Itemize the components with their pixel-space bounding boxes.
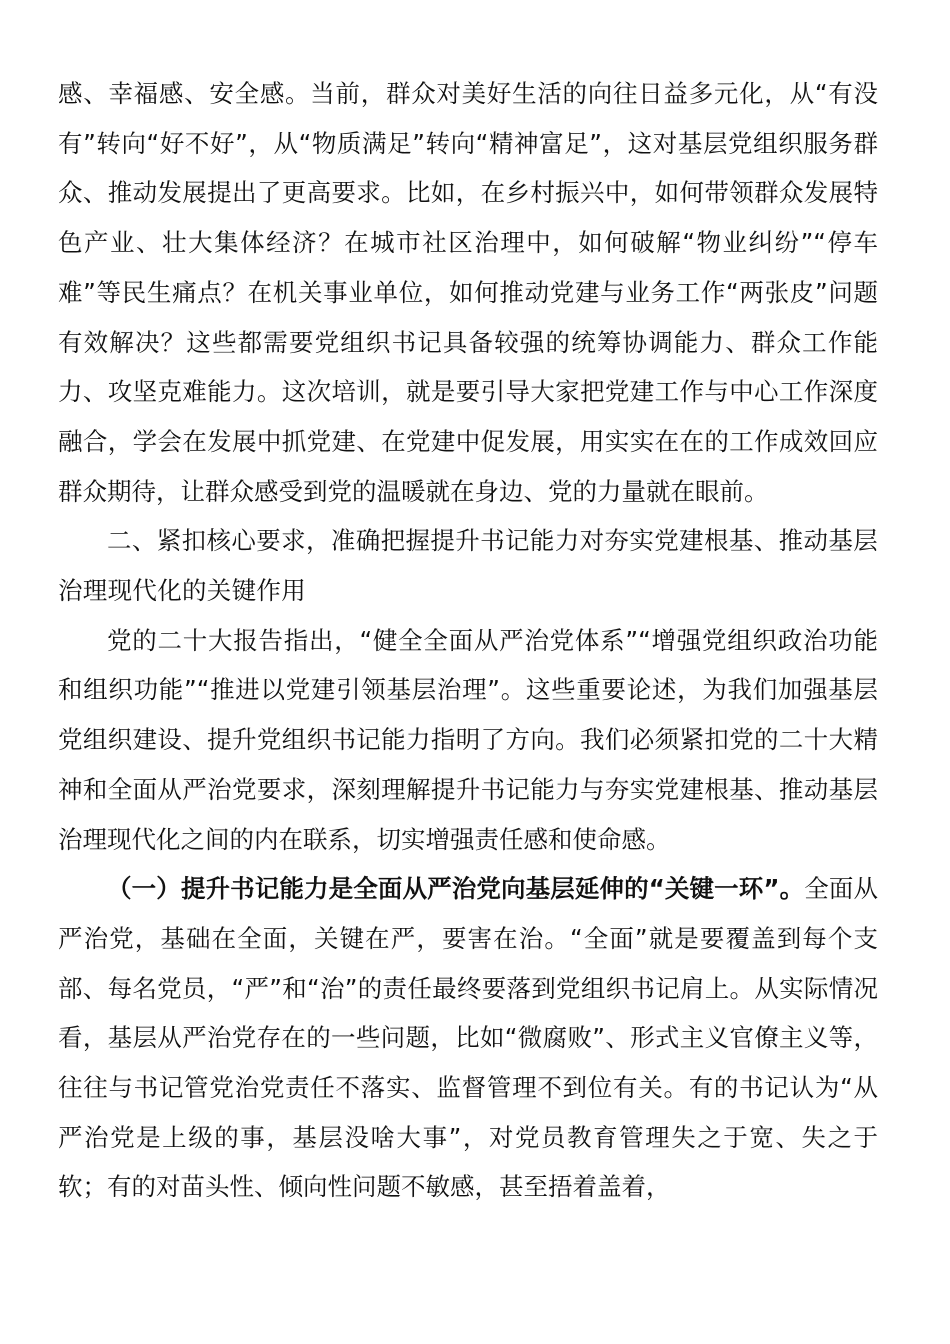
paragraph-subsection-1 bbox=[58, 864, 878, 1212]
subsection-1-body: 全面从严治党，基础在全面，关键在严，要害在治。“全面”就是要覆盖到每个支部、每名党员，“严”和“治”的责任最终要落到党组织书记肩上。从实际情况看，基层从严治党存在的一些问题，比如“微腐败”、形式主义官僚主义等，往往与书记管党治党责任不落实、监督管理不到位有关。有的书记认为“从严治党是上级的事，基层没啥大事”，对党员教育管理失之于宽、失之于软；有的对苗头性、倾向性问题不敏感，甚至捂着盖着， bbox=[58, 874, 879, 1202]
section-heading-2: 二、紧扣核心要求，准确把握提升书记能力对夯实党建根基、推动基层治理现代化的关键作用 bbox=[58, 526, 878, 606]
document-page bbox=[58, 69, 878, 1212]
subsection-1-lead: （一）提升书记能力是全面从严治党向基层延伸的“关键一环”。 bbox=[107, 874, 805, 904]
paragraph-report-quote: 党的二十大报告指出，“健全全面从严治党体系”“增强党组织政治功能和组织功能”“推进以党建引领基层治理”。这些重要论述，为我们加强基层党组织建设、提升党组织书记能力指明了方向。我们必须紧扣党的二十大精神和全面从严治党要求，深刻理解提升书记能力与夯实党建根基、推动基层治理现代化之间的内在联系，切实增强责任感和使命感。 bbox=[58, 625, 878, 854]
paragraph-continuation: 感、幸福感、安全感。当前，群众对美好生活的向往日益多元化，从“有没有”转向“好不好”，从“物质满足”转向“精神富足”，这对基层党组织服务群众、推动发展提出了更高要求。比如，在乡村振兴中，如何带领群众发展特色产业、壮大集体经济？在城市社区治理中，如何破解“物业纠纷”“停车难”等民生痛点？在机关事业单位，如何推动党建与业务工作“两张皮”问题有效解决？这些都需要党组织书记具备较强的统筹协调能力、群众工作能力、攻坚克难能力。这次培训，就是要引导大家把党建工作与中心工作深度融合，学会在发展中抓党建、在党建中促发展，用实实在在的工作成效回应群众期待，让群众感受到党的温暖就在身边、党的力量就在眼前。 bbox=[58, 79, 878, 506]
